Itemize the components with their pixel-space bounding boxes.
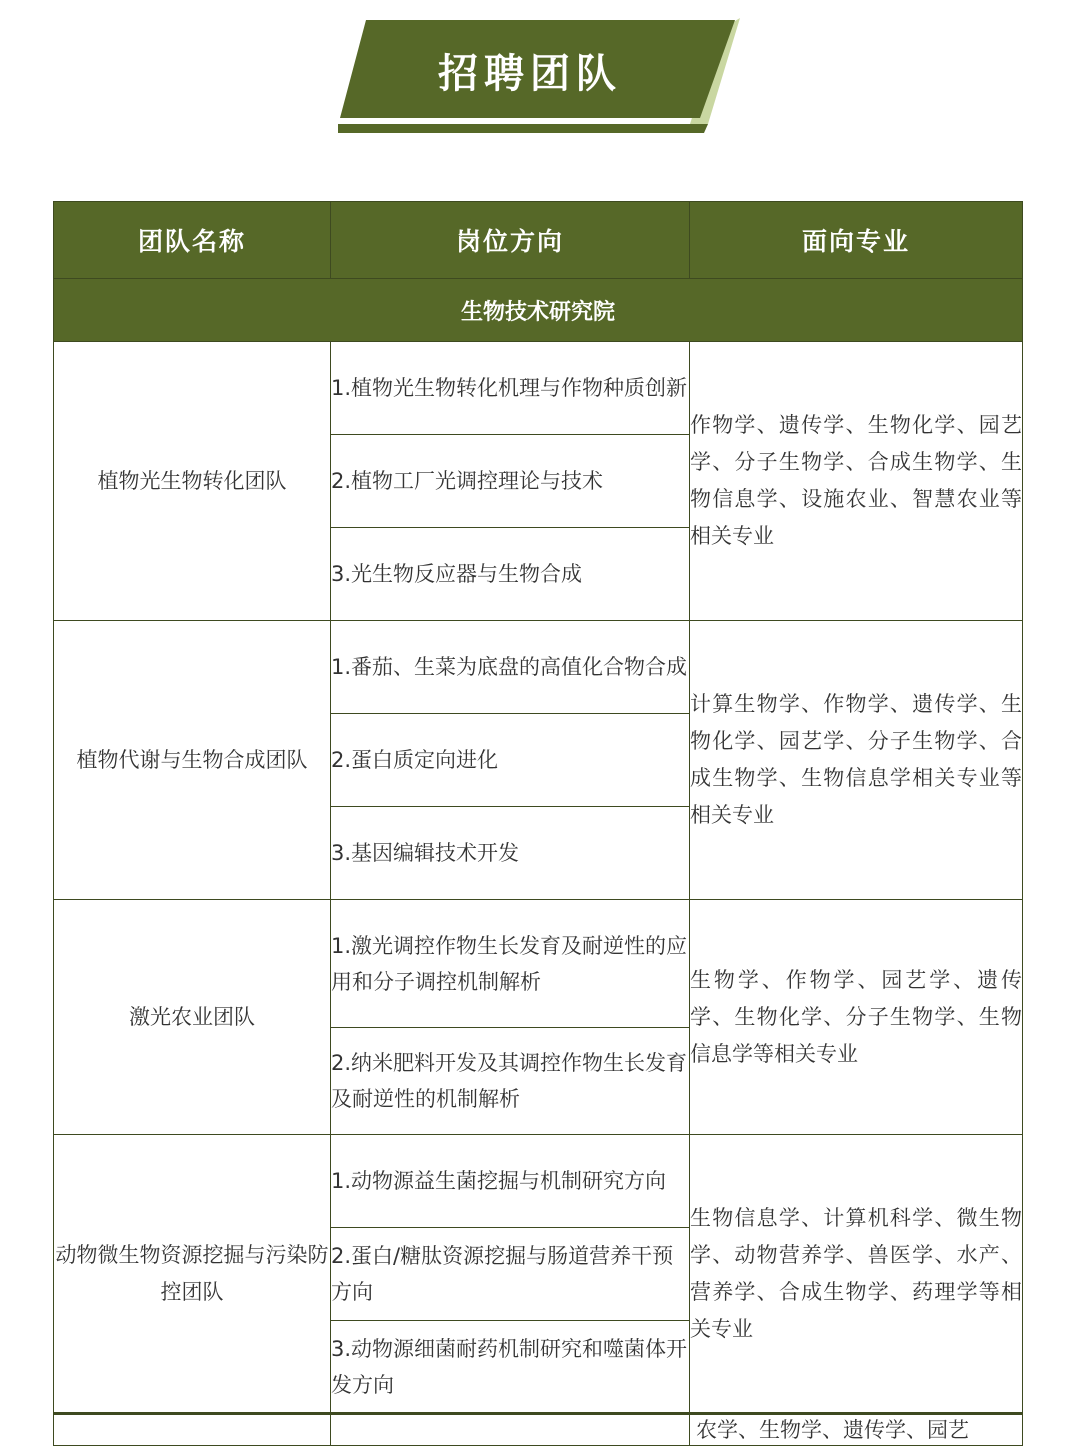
- majors-cell: 作物学、遗传学、生物化学、园艺学、分子生物学、合成生物学、生物信息学、设施农业、智慧农业等相关专业: [690, 342, 1023, 621]
- cutoff-majors-text: 农学、生物学、遗传学、园艺: [696, 1418, 969, 1442]
- page-title: 招聘团队: [438, 50, 622, 97]
- position-cell: 2.植物工厂光调控理论与技术: [331, 435, 690, 528]
- title-banner: [0, 0, 1078, 150]
- position-cell: 1.番茄、生菜为底盘的高值化合物合成: [331, 621, 690, 714]
- position-cell: 2.蛋白质定向进化: [331, 714, 690, 807]
- position-cell: 2.纳米肥料开发及其调控作物生长发育及耐逆性的机制解析: [331, 1028, 690, 1135]
- table-row: [54, 1135, 1023, 1228]
- table-row: [54, 1414, 1023, 1446]
- position-cell: 2.蛋白/糖肽资源挖掘与肠道营养干预方向: [331, 1228, 690, 1321]
- team-name: 动物微生物资源挖掘与污染防控团队: [54, 1135, 331, 1414]
- cutoff-position-cell: [331, 1414, 690, 1446]
- position-cell: 3.光生物反应器与生物合成: [331, 528, 690, 621]
- team-name: 植物光生物转化团队: [54, 342, 331, 621]
- table-row: [54, 621, 1023, 714]
- team-name: 植物代谢与生物合成团队: [54, 621, 331, 900]
- position-cell: 1.激光调控作物生长发育及耐逆性的应用和分子调控机制解析: [331, 900, 690, 1028]
- majors-cell: 生物学、作物学、园艺学、遗传学、生物化学、分子生物学、生物信息学等相关专业: [690, 900, 1023, 1135]
- cutoff-team-cell: [54, 1414, 331, 1446]
- majors-cell: 计算生物学、作物学、遗传学、生物化学、园艺学、分子生物学、合成生物学、生物信息学相关专业等相关专业: [690, 621, 1023, 900]
- position-cell: 3.动物源细菌耐药机制研究和噬菌体开发方向: [331, 1321, 690, 1414]
- section-row: [54, 279, 1023, 342]
- position-cell: 3.基因编辑技术开发: [331, 807, 690, 900]
- position-cell: 1.动物源益生菌挖掘与机制研究方向: [331, 1135, 690, 1228]
- table-header-row: [54, 202, 1023, 279]
- banner-underline: [338, 124, 708, 133]
- team-name: 激光农业团队: [54, 900, 331, 1135]
- recruitment-table: [53, 201, 1023, 1446]
- table-row: [54, 342, 1023, 435]
- header-major: 面向专业: [690, 202, 1023, 279]
- table-row: [54, 900, 1023, 1028]
- section-title: 生物技术研究院: [54, 279, 1023, 342]
- header-position: 岗位方向: [331, 202, 690, 279]
- majors-cell: 生物信息学、计算机科学、微生物学、动物营养学、兽医学、水产、营养学、合成生物学、药理学等相关专业: [690, 1135, 1023, 1414]
- position-cell: 1.植物光生物转化机理与作物种质创新: [331, 342, 690, 435]
- cutoff-majors-cell: [690, 1414, 1023, 1446]
- header-team-name: 团队名称: [54, 202, 331, 279]
